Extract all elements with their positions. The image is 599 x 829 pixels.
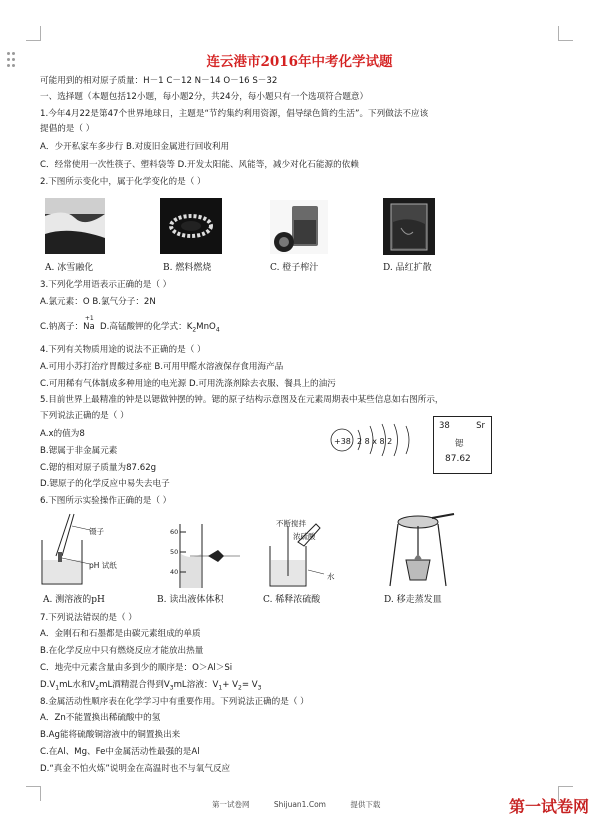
element-symbol: Sr (476, 421, 485, 431)
question-7-option-c: C．地壳中元素含量由多到少的顺序是：O＞Al＞Si (40, 663, 233, 673)
question-3: 3.下列化学用语表示正确的是（ ） (40, 280, 172, 290)
footer-site-url[interactable]: Shijuan1.Com (273, 800, 326, 809)
question-5-option-c: C.锶的相对原子质量为87.62g (40, 463, 157, 473)
atom-nucleus-charge: +38 (334, 437, 351, 446)
q6-caption-a: A. 测溶液的pH (43, 595, 105, 605)
question-3-option-d: D.高锰酸钾的化学式：$K_2MnO_4$ (100, 322, 220, 334)
tick-50: 50 (170, 548, 179, 556)
question-1-options-ab: A．少开私家车多步行 B.对废旧金属进行回收利用 (40, 142, 230, 152)
crop-mark-top-left (26, 26, 41, 41)
periodic-table-cell (433, 416, 492, 474)
relative-atomic-mass: 87.62 (445, 454, 471, 464)
crop-mark-bottom-left (26, 786, 41, 801)
question-8-option-c: C.在Al、Mg、Fe中金属活动性最强的是Al (40, 747, 200, 757)
q2-caption-a: A. 冰雪融化 (45, 263, 94, 273)
q6-caption-d: D. 移走蒸发皿 (384, 595, 442, 605)
question-5: 5.目前世界上最精准的钟是以锶做钟摆的钟。锶的原子结构示意图及在元素周期表中某些信息如右图所示， (40, 395, 444, 405)
question-3-options-ab: A.氯元素：O B.氯气分子：2N (40, 297, 156, 307)
question-7-option-a: A．金刚石和石墨都是由碳元素组成的单质 (40, 629, 201, 639)
photo-dye-diffusion (383, 198, 435, 255)
fig-graduated-cylinder (150, 522, 242, 590)
atomic-number: 38 (439, 421, 450, 431)
tick-40: 40 (170, 568, 179, 576)
question-8-option-b: B.Ag能将硫酸铜溶液中的铜置换出来 (40, 730, 181, 740)
photo-fuel-burning (160, 198, 222, 254)
q2-caption-c: C. 橙子榨汁 (270, 263, 319, 273)
question-6: 6.下图所示实验操作正确的是（ ） (40, 496, 172, 506)
label-water: 水 (327, 572, 335, 581)
question-8-option-a: A．Zn不能置换出稀硫酸中的氢 (40, 713, 161, 723)
question-4: 4.下列有关物质用途的说法不正确的是（ ） (40, 345, 206, 355)
question-1-options-cd: C．经常使用一次性筷子、塑料袋等 D.开发太阳能、风能等，减少对化石能源的依赖 (40, 160, 359, 170)
question-1-cont: 提倡的是（ ） (40, 124, 95, 134)
question-5-option-a: A.x的值为8 (40, 429, 85, 439)
footer-provider: 提供下载 (350, 800, 381, 809)
section-heading: 一、选择题（本题包括12小题，每小题2分，共24分，每小题只有一个选项符合题意） (40, 92, 369, 102)
page-footer (212, 799, 402, 810)
crop-mark-top-right (558, 26, 573, 41)
question-8-option-d: D.“真金不怕火炼”说明金在高温时也不与氧气反应 (40, 764, 231, 774)
label-stir: 不断搅拌 (276, 519, 306, 528)
label-tweezers: 镊子 (89, 527, 104, 536)
element-name: 锶 (455, 439, 464, 449)
question-4-options-cd: C.可用稀有气体制成多种用途的电光源 D.可用洗涤剂除去衣服、餐具上的油污 (40, 379, 336, 389)
tick-60: 60 (170, 528, 179, 536)
fig-evaporating-dish (384, 512, 462, 590)
question-5-cont: 下列说法正确的是（ ） (40, 411, 129, 421)
photo-ice-melting (45, 198, 105, 254)
question-7-option-d: $D.V_1mL$水和$V_2mL$酒精混合得到$V_3mL$溶液：$V_1+ V_2= V_3$ (40, 680, 262, 692)
fig-ph-test (38, 512, 126, 588)
q6-caption-b: B. 读出液体体积 (157, 595, 224, 605)
label-ph-paper: pH 试纸 (89, 561, 117, 570)
label-conc-acid: 浓硫酸 (293, 532, 316, 541)
q6-caption-c: C. 稀释浓硫酸 (263, 595, 321, 605)
question-7-option-b: B.在化学反应中只有燃烧反应才能放出热量 (40, 646, 204, 656)
question-1: 1.今年4月22是第47个世界地球日，主题是“节约集约利用资源，倡导绿色简约生活”。下列做法不应该 (40, 109, 429, 119)
question-7: 7.下列说法错误的是（ ） (40, 613, 137, 623)
question-5-option-d: D.锶原子的化学反应中易失去电子 (40, 479, 170, 489)
atomic-masses: 可能用到的相对原子质量：H－1 C－12 N－14 O－16 S－32 (40, 76, 278, 86)
brand-watermark-logo: 第一试卷网 (508, 797, 589, 816)
q2-caption-d: D. 品红扩散 (383, 263, 432, 273)
atom-shells: 2 8 x 8 2 (357, 437, 393, 446)
exam-title: 连云港市2016年中考化学试题 (206, 54, 393, 70)
question-5-option-b: B.锶属于非金属元素 (40, 446, 118, 456)
footer-site-name: 第一试卷网 (212, 800, 250, 809)
question-4-options-ab: A.可用小苏打治疗胃酸过多症 B.可用甲醛水溶液保存食用海产品 (40, 362, 284, 372)
question-2: 2.下图所示变化中，属于化学变化的是（ ） (40, 177, 206, 187)
question-3-option-c: C.钠离子：$Na^{+1}$ (40, 315, 95, 332)
photo-orange-juice (270, 200, 328, 254)
question-8: 8.金属活动性顺序表在化学学习中有重要作用。下列说法正确的是（ ） (40, 697, 309, 707)
q2-caption-b: B. 燃料燃烧 (163, 263, 212, 273)
charge-superscript: +1 (84, 315, 94, 323)
